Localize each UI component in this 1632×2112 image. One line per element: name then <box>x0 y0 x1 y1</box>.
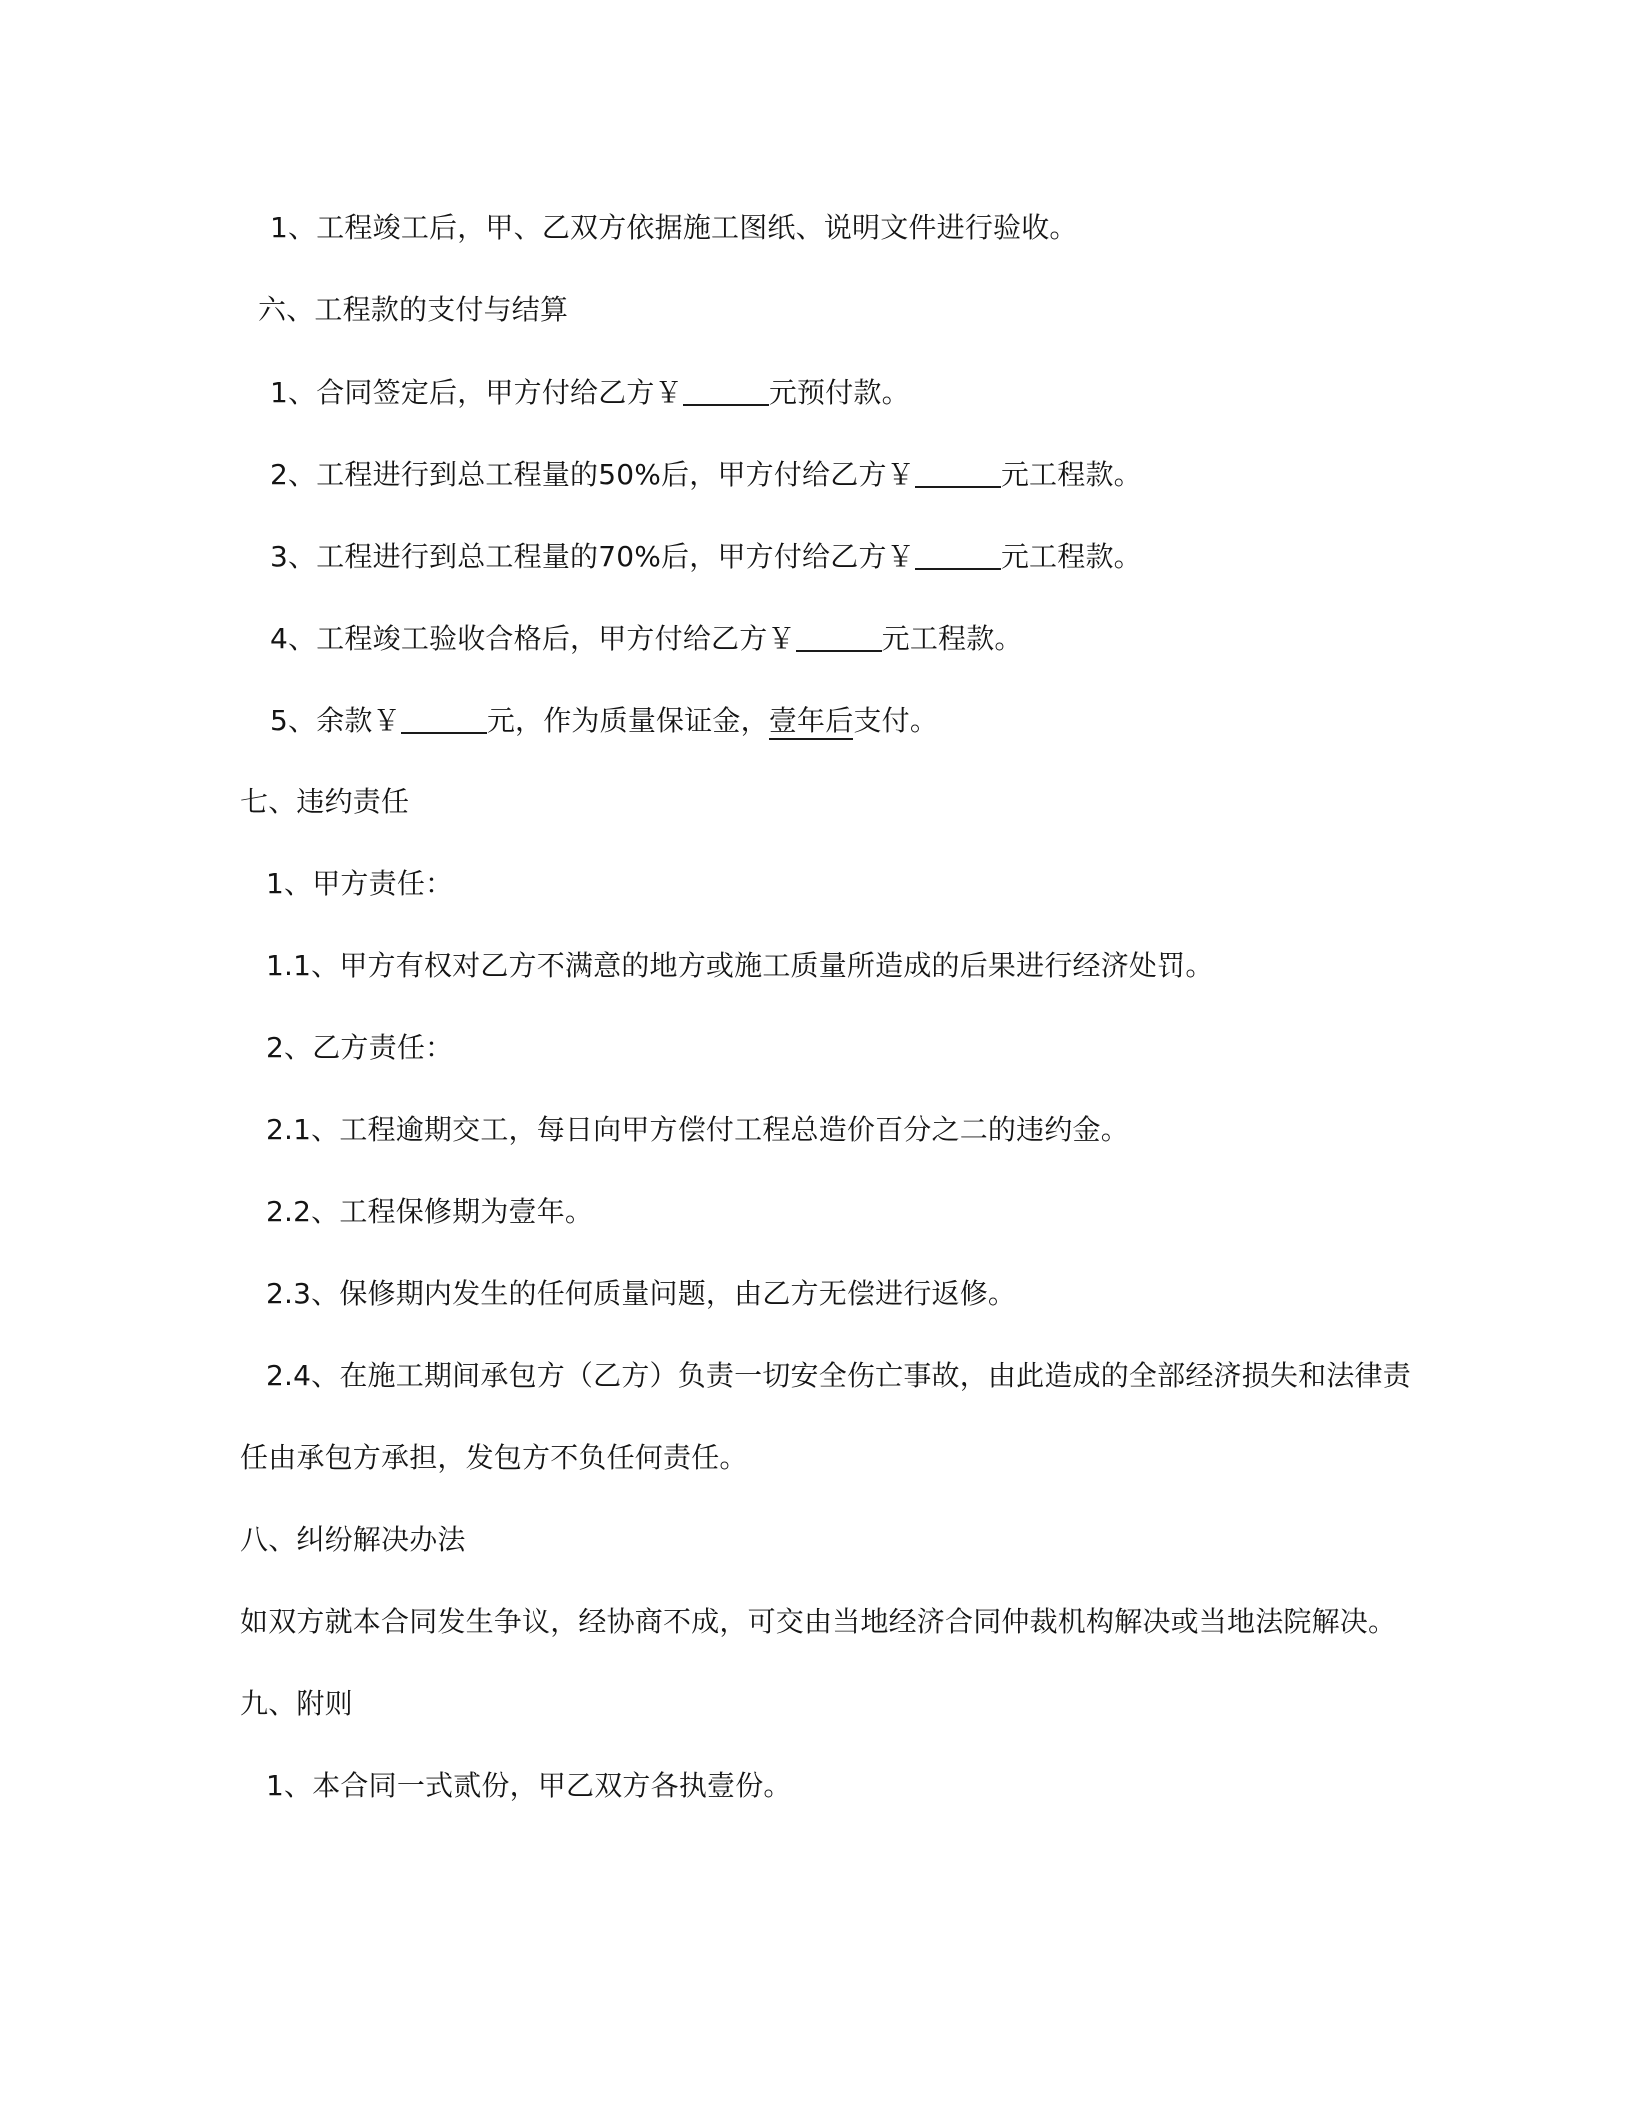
clause-2-3 <box>266 1276 1016 1312</box>
party-b-responsibility-text: 2、乙方责任： <box>266 1031 454 1064</box>
payment-clause-2 <box>270 456 1142 492</box>
clause-1-1 <box>266 948 1214 984</box>
section-9-heading <box>240 1686 353 1722</box>
payment-clause-2-suffix: 元工程款。 <box>1000 458 1142 491</box>
payment-clause-4 <box>270 620 1023 656</box>
payment-clause-3-text: 3、工程进行到总工程量的70%后，甲方付给乙方￥ <box>270 540 915 573</box>
section-7-heading-text: 七、违约责任 <box>240 785 410 818</box>
payment-clause-4-suffix: 元工程款。 <box>881 622 1023 655</box>
payment-clause-1 <box>270 374 910 410</box>
payment-clause-5 <box>270 702 938 738</box>
dispute-resolution-clause <box>240 1604 1396 1640</box>
acceptance-clause <box>270 210 1078 246</box>
payment-clause-5-text: 5、余款￥ <box>270 704 401 737</box>
amount-blank-4 <box>796 620 882 652</box>
payment-clause-1-suffix: 元预付款。 <box>768 376 910 409</box>
payment-clause-3-suffix: 元工程款。 <box>1000 540 1142 573</box>
clause-2-2-text: 2.2、工程保修期为壹年。 <box>266 1195 594 1228</box>
payment-clause-1-text: 1、合同签定后，甲方付给乙方￥ <box>270 376 683 409</box>
amount-blank-3 <box>915 538 1001 570</box>
payment-clause-2-text: 2、工程进行到总工程量的50%后，甲方付给乙方￥ <box>270 458 915 491</box>
clause-2-4-text-1: 2.4、在施工期间承包方（乙方）负责一切安全伤亡事故，由此造成的全部经济损失和法律责 <box>266 1359 1411 1392</box>
party-a-responsibility-text: 1、甲方责任： <box>266 867 454 900</box>
clause-2-4-line-1 <box>266 1358 1411 1394</box>
section-8-heading <box>240 1522 466 1558</box>
payment-clause-4-text: 4、工程竣工验收合格后，甲方付给乙方￥ <box>270 622 796 655</box>
supplementary-clause-1 <box>266 1768 792 1804</box>
clause-2-1-text: 2.1、工程逾期交工，每日向甲方偿付工程总造价百分之二的违约金。 <box>266 1113 1129 1146</box>
clause-1-1-text: 1.1、甲方有权对乙方不满意的地方或施工质量所造成的后果进行经济处罚。 <box>266 949 1214 982</box>
payment-clause-5-middle: 元，作为质量保证金， <box>486 704 769 737</box>
section-7-heading <box>240 784 409 820</box>
clause-2-4-line-2 <box>240 1440 748 1476</box>
party-b-responsibility <box>266 1030 453 1066</box>
acceptance-clause-text: 1、工程竣工后，甲、乙双方依据施工图纸、说明文件进行验收。 <box>270 211 1078 244</box>
clause-2-1 <box>266 1112 1129 1148</box>
amount-blank-2 <box>915 456 1001 488</box>
section-9-heading-text: 九、附则 <box>240 1687 353 1720</box>
clause-2-3-text: 2.3、保修期内发生的任何质量问题，由乙方无偿进行返修。 <box>266 1277 1017 1310</box>
payment-clause-5-suffix: 支付。 <box>853 704 939 737</box>
section-6-heading-text: 六、工程款的支付与结算 <box>258 293 569 326</box>
party-a-responsibility <box>266 866 453 902</box>
dispute-resolution-text: 如双方就本合同发生争议，经协商不成，可交由当地经济合同仲裁机构解决或当地法院解决。 <box>240 1605 1397 1638</box>
amount-blank-1 <box>683 374 769 406</box>
section-8-heading-text: 八、纠纷解决办法 <box>240 1523 466 1556</box>
clause-2-2 <box>266 1194 593 1230</box>
amount-blank-5 <box>401 702 487 734</box>
clause-2-4-text-2: 任由承包方承担，发包方不负任何责任。 <box>240 1441 748 1474</box>
warranty-period-underlined: 壹年后 <box>769 704 854 740</box>
payment-clause-3 <box>270 538 1142 574</box>
supplementary-clause-1-text: 1、本合同一式贰份，甲乙双方各执壹份。 <box>266 1769 792 1802</box>
section-6-heading <box>258 292 568 328</box>
